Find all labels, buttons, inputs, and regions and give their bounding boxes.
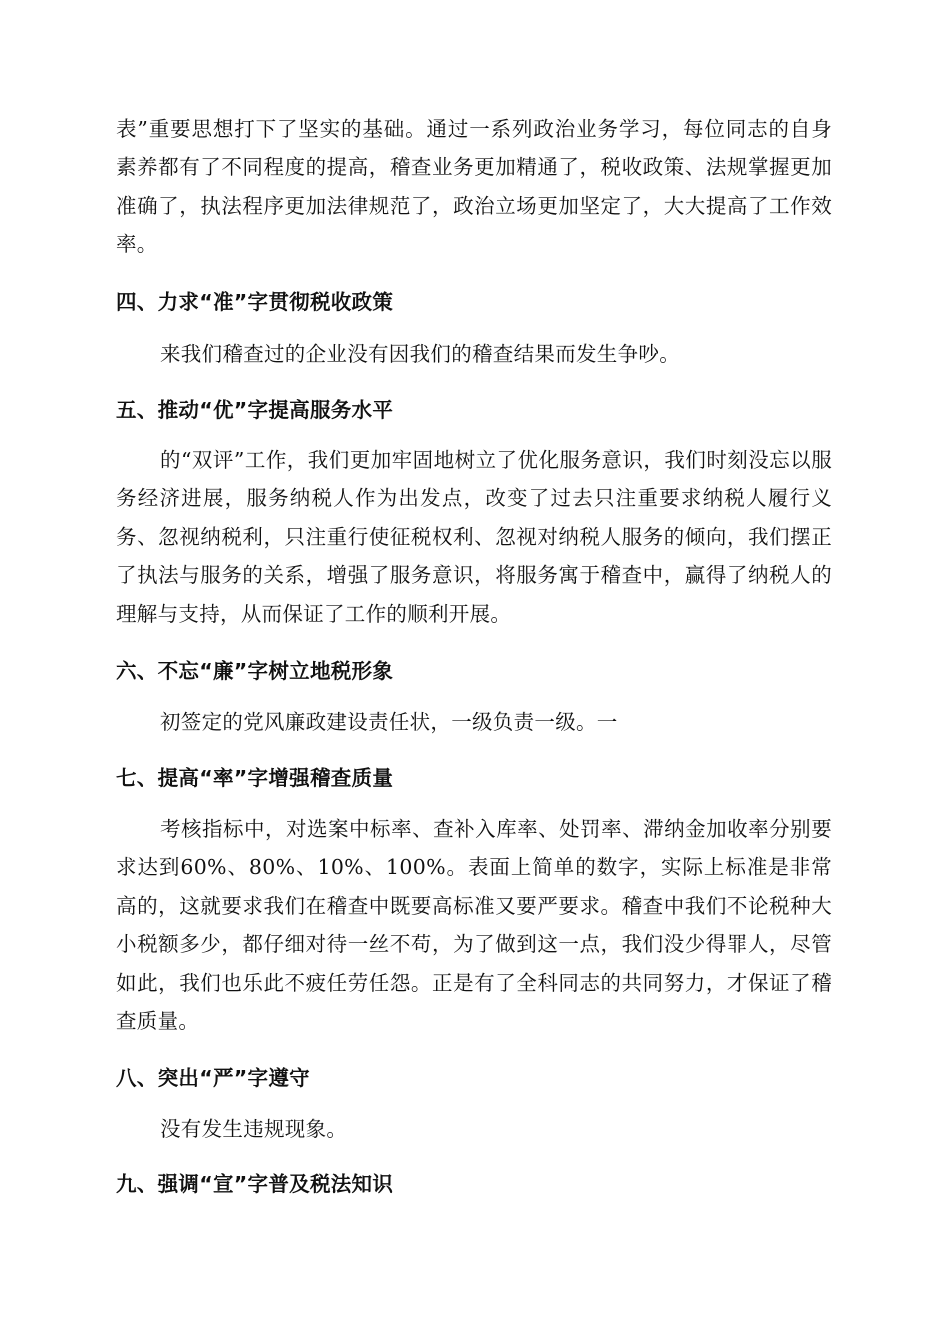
section-heading-7: 七、提高“率”字增强稽查质量 <box>116 766 394 790</box>
paragraph-intro: 表”重要思想打下了坚实的基础。通过一系列政治业务学习，每位同志的自身素养都有了不同程度的提高，稽查业务更加精通了，税收政策、法规掌握更加准确了，执法程序更加法律规范了，政治立场更加坚定了，大大提高了工作效率。 <box>116 117 832 257</box>
section-heading-8: 八、突出“严”字遵守 <box>116 1066 310 1090</box>
section-heading-4: 四、力求“准”字贯彻税收政策 <box>116 290 394 314</box>
section-heading-6: 六、不忘“廉”字树立地税形象 <box>116 659 394 683</box>
paragraph-8: 没有发生违规现象。 <box>160 1117 348 1141</box>
section-heading-5: 五、推动“优”字提高服务水平 <box>116 398 394 422</box>
paragraph-4: 来我们稽查过的企业没有因我们的稽查结果而发生争吵。 <box>160 342 680 366</box>
paragraph-7: 考核指标中，对选案中标率、查补入库率、处罚率、滞纳金加收率分别要求达到60%、80%、10%、100%。表面上简单的数字，实际上标准是非常高的，这就要求我们在稽查中既要高标准又要严要求。稽查中我们不论税种大小税额多少，都仔细对待一丝不苟，为了做到这一点，我们没少得罪人，尽管如此，我们也乐此不疲任劳任怨。正是有了全科同志的共同努力，才保证了稽查质量。 <box>116 817 832 1034</box>
paragraph-6: 初签定的党风廉政建设责任状，一级负责一级。一 <box>160 710 618 734</box>
paragraph-5: 的“双评”工作，我们更加牢固地树立了优化服务意识，我们时刻没忘以服务经济进展，服务纳税人作为出发点，改变了过去只注重要求纳税人履行义务、忽视纳税利，只注重行使征税权利、忽视对纳税人服务的倾向，我们摆正了执法与服务的关系，增强了服务意识，将服务寓于稽查中，赢得了纳税人的理解与支持，从而保证了工作的顺利开展。 <box>116 448 832 626</box>
section-heading-9: 九、强调“宣”字普及税法知识 <box>116 1172 394 1196</box>
